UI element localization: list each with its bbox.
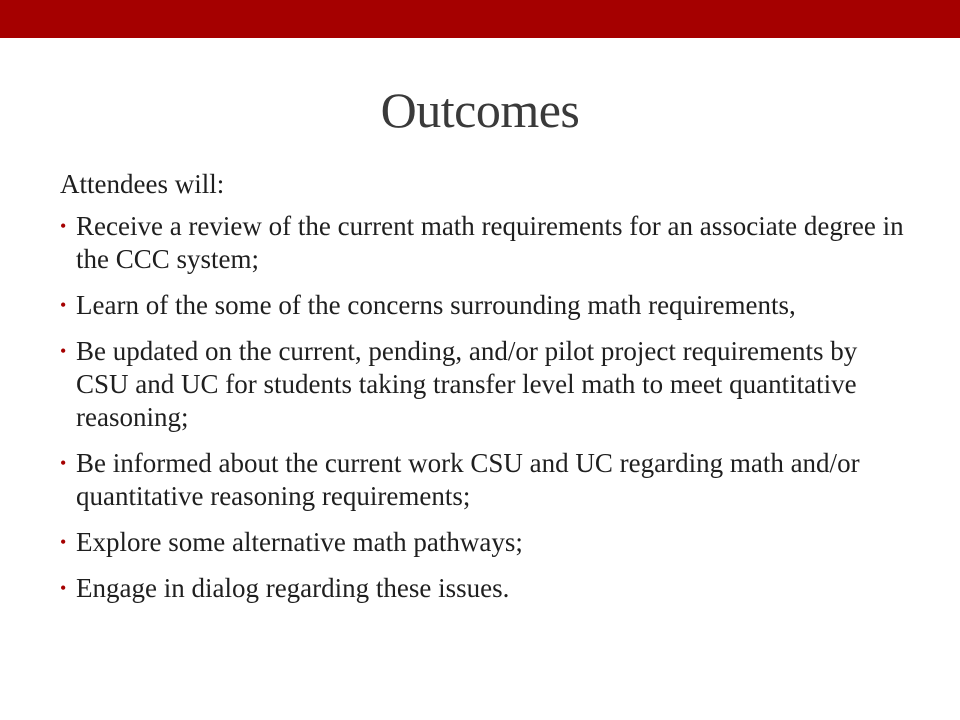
list-item [60, 210, 910, 276]
slide-title: Outcomes [380, 82, 580, 138]
list-item-text: Be informed about the current work CSU and UC regarding math and/or quantitative reasoning requirements; [76, 448, 860, 511]
intro-text: Attendees will: [60, 169, 225, 199]
list-item-text: Engage in dialog regarding these issues. [76, 573, 510, 603]
bullet-icon: • [60, 532, 67, 552]
bullet-icon: • [60, 341, 67, 361]
bullet-icon: • [60, 578, 67, 598]
bullet-icon: • [60, 295, 67, 315]
list-item-text: Be updated on the current, pending, and/or pilot project requirements by CSU and UC for students taking transfer level math to meet quantitative reasoning; [76, 336, 858, 432]
slide-content [60, 168, 910, 618]
list-item [60, 526, 910, 559]
list-item-text: Explore some alternative math pathways; [76, 527, 523, 557]
list-item-text: Learn of the some of the concerns surrounding math requirements, [76, 290, 796, 320]
top-accent-bar [0, 0, 960, 38]
list-item [60, 572, 910, 605]
bullet-list [60, 210, 910, 605]
list-item [60, 289, 910, 322]
bullet-icon: • [60, 453, 67, 473]
list-item [60, 335, 910, 434]
bullet-icon: • [60, 216, 67, 236]
list-item [60, 447, 910, 513]
list-item-text: Receive a review of the current math requirements for an associate degree in the CCC system; [76, 211, 904, 274]
